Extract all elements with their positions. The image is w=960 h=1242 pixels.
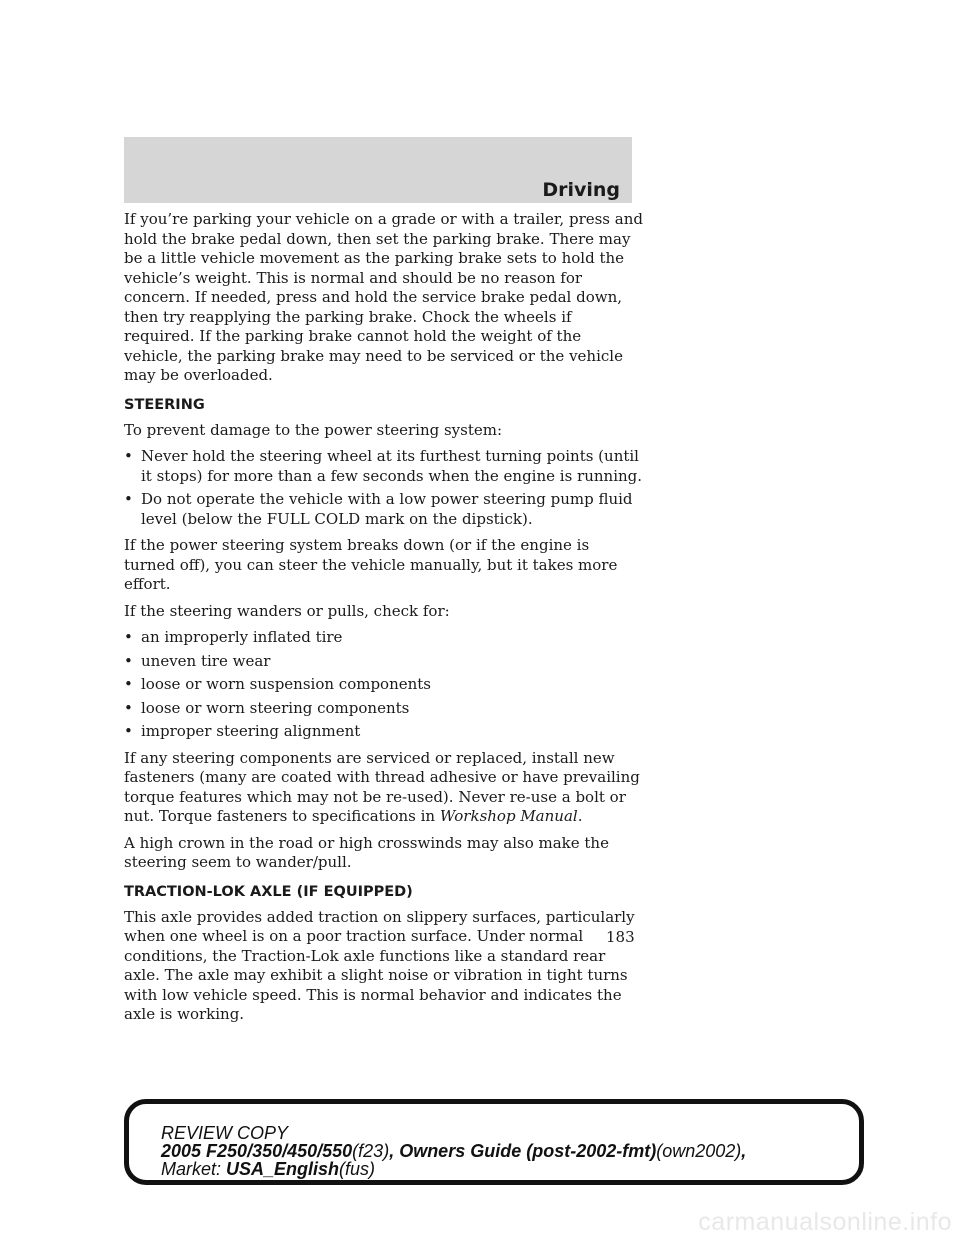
- page-content: [124, 210, 644, 1032]
- list-item-text: improper steering alignment: [141, 722, 361, 740]
- section-header-band: [124, 137, 632, 203]
- review-copy-market-line: [161, 1160, 861, 1178]
- bullet-icon: •: [124, 722, 133, 740]
- wander-paragraph: If the steering wanders or pulls, check for:: [124, 601, 450, 620]
- bullet-icon: •: [124, 675, 133, 693]
- model-code: (f23): [352, 1141, 390, 1161]
- fasteners-paragraph: [124, 749, 644, 827]
- fasteners-period: .: [577, 807, 583, 825]
- prevent-damage-paragraph: To prevent damage to the power steering system:: [124, 420, 503, 439]
- review-copy-text: [161, 1124, 861, 1178]
- review-copy-model-line: [161, 1142, 861, 1160]
- breakdown-paragraph: If the power steering system breaks down (or if the engine is turned off), you can steer the vehicle manually, but it takes more effort.: [124, 536, 618, 593]
- list-item: [124, 722, 644, 742]
- traction-lok-paragraph: This axle provides added traction on slippery surfaces, particularly when one wheel is on a poor traction surface. Under normal conditions, the Traction-Lok axle functions like a standard rear axle. The axle may exhibit a slight noise or vibration in tight turns with low vehicle speed. This is normal behavior and indicates the axle is working.: [124, 907, 635, 1023]
- page-number: 183: [606, 928, 635, 946]
- list-item-text: Never hold the steering wheel at its furthest turning points (until it stops) for more than a few seconds when the engine is running.: [141, 447, 643, 485]
- watermark: carmanualsonline.info: [698, 1208, 952, 1236]
- bullet-icon: •: [124, 698, 133, 717]
- crown-paragraph: A high crown in the road or high crosswinds may also make the steering seem to wander/pull.: [124, 833, 609, 871]
- bullet-icon: •: [124, 628, 133, 646]
- list-item-text: uneven tire wear: [141, 651, 271, 670]
- fasteners-text: If any steering components are serviced or replaced, install new fasteners (many are coated with thread adhesive or have prevailing torque features which may not be re-used). Never re-use a bolt or nut. Torque fasteners to specifications in: [124, 748, 640, 825]
- bullet-icon: •: [124, 447, 133, 465]
- list-item-text: Do not operate the vehicle with a low power steering pump fluid level (below the FULL COLD mark on the dipstick).: [141, 490, 633, 528]
- list-item: [124, 699, 644, 719]
- market-label: Market:: [161, 1159, 227, 1179]
- market-code: (fus): [339, 1159, 376, 1179]
- workshop-manual-reference: Workshop Manual: [439, 807, 578, 825]
- bullet-icon: •: [124, 490, 133, 508]
- guide-comma: ,: [741, 1141, 747, 1161]
- list-item-text: loose or worn suspension components: [141, 675, 432, 693]
- parking-paragraph: If you’re parking your vehicle on a grade or with a trailer, press and hold the brake pedal down, then set the parking brake. There may be a little vehicle movement as the parking brake sets to hold the vehicle’s weight. This is normal and should be no reason for concern. If needed, press and hold the service brake pedal down, then try reapplying the parking brake. Chock the wheels if required. If the parking brake cannot hold the weight of the vehicle, the parking brake may need to be serviced or the vehicle may be overloaded.: [124, 210, 643, 384]
- steering-heading: STEERING: [124, 396, 205, 413]
- list-item: [124, 675, 644, 695]
- review-copy-label: REVIEW COPY: [161, 1123, 289, 1143]
- traction-lok-heading: TRACTION-LOK AXLE (IF EQUIPPED): [124, 883, 413, 900]
- guide-code: (own2002): [656, 1141, 742, 1161]
- section-title: Driving: [542, 179, 620, 201]
- list-item: [124, 490, 644, 529]
- model-name: 2005 F250/350/450/550: [161, 1141, 353, 1161]
- list-item: [124, 447, 644, 486]
- steering-warning-list: [124, 447, 644, 529]
- guide-name: , Owners Guide (post-2002-fmt): [389, 1141, 657, 1161]
- check-list: [124, 628, 644, 742]
- list-item: [124, 652, 644, 672]
- list-item: [124, 628, 644, 648]
- list-item-text: an improperly inflated tire: [141, 628, 343, 646]
- list-item-text: loose or worn steering components: [141, 698, 410, 717]
- market-name: USA_English: [226, 1159, 340, 1179]
- bullet-icon: •: [124, 651, 133, 670]
